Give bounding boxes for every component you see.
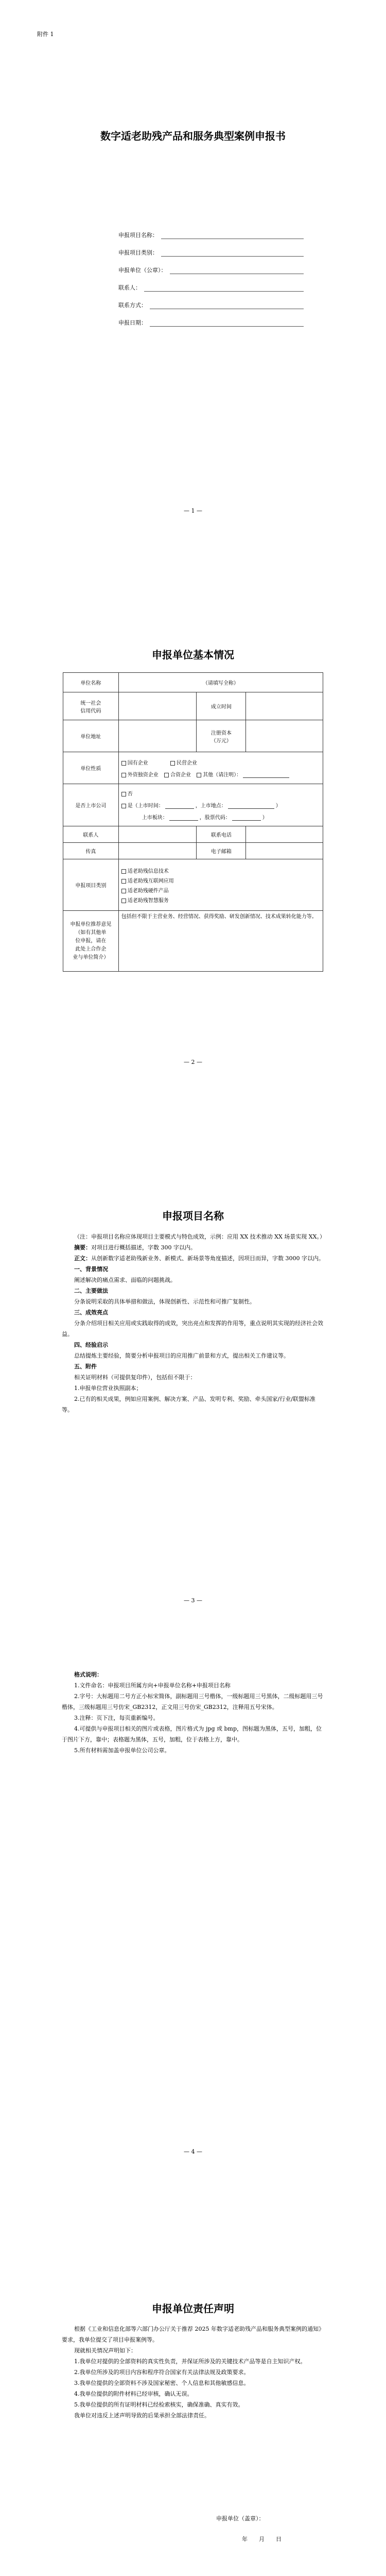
format-item: 5.所有材料需加盖申报单位公司公章。	[74, 1747, 170, 1754]
fax-value[interactable]	[118, 843, 197, 859]
format-item: 4.可提供与申报项目相关的图片或表格，图片格式为 jpg 或 bmp，图标题为黑体，五号，加粗，位于图片下方，靠中；表格题为黑体，五号，加粗，位于表格上方，靠中。	[62, 1725, 322, 1743]
section-heading: 三、成效亮点	[74, 1309, 108, 1316]
category-options	[118, 859, 323, 911]
founded-label: 成立时间	[197, 692, 246, 720]
listed-yes-checkbox[interactable]: 是（上市时间： ，上市地点： ）	[121, 801, 320, 809]
cover-field-row[interactable]: 申报项目名称：	[118, 222, 304, 239]
nature-option-checkbox[interactable]: 民营企业	[170, 760, 197, 766]
format-item: 1.文件命名：申报项目所属方向+申报单位名称+申报项目名称	[74, 1682, 231, 1689]
project-page	[0, 1092, 386, 1638]
declaration-item: 5.我单位提供的所有证明材料已经检索核实，确保准确、真实有效。	[74, 2401, 244, 2408]
category-checkbox[interactable]: 适老助残互联网应用	[121, 876, 320, 884]
email-label: 电子邮箱	[197, 843, 246, 859]
contact-value[interactable]	[118, 826, 197, 843]
nature-option-checkbox[interactable]: 外资独资企业	[121, 772, 159, 778]
address-label: 单位地址	[63, 720, 119, 752]
credit-code-value[interactable]	[118, 692, 197, 720]
unit-name-value[interactable]: （请填写全称）	[118, 673, 323, 692]
declaration-item: 3.我单位提供的全部资料不涉及国家秘密、个人信息和其他敏感信息。	[74, 2380, 250, 2386]
declaration-closing: 我单位对违反上述声明导致的后果承担全部法律责任。	[74, 2412, 210, 2419]
project-body: 正文：从创新数字适老助残新业务、新模式、新场景等角度描述，因项目而异，字数 3000 字以内。	[74, 1255, 324, 1262]
format-item: 2.字号：大标题用二号方正小标宋简体，副标题用三号楷体，一级标题用三号黑体，二级标题用三号楷体，三级标题用三号仿宋_GB2312，正文用三号仿宋_GB2312，注释用五号宋体。	[62, 1693, 323, 1710]
project-summary: 摘要：对项目进行概括描述，字数 300 字以内。	[74, 1244, 196, 1251]
declaration-item: 1.我单位对提供的全部资料的真实性负责，并保证所涉及的关键技术产品等是自主知识产权。	[74, 2358, 306, 2365]
listed-options: 否 是（上市时间： ，上市地点： ） 上市板块： ，股票代码： ）	[118, 784, 323, 826]
attachment-item: 1.申报单位营业执照副本；	[74, 1385, 142, 1392]
section-heading: 四、经验启示	[74, 1342, 108, 1348]
fax-label: 传真	[63, 843, 119, 859]
unit-name-label: 单位名称	[63, 673, 119, 692]
declaration-page	[0, 2184, 386, 2576]
declaration-content	[62, 2324, 324, 2421]
page-number: — 4 —	[184, 2148, 202, 2155]
cover-field-row[interactable]: 申报项目类别：	[118, 239, 304, 257]
contact-label: 联系人	[63, 826, 119, 843]
category-checkbox[interactable]: 适老助残硬件产品	[121, 886, 320, 894]
declaration-item: 4.我单位提供的附件材料已经审核，确认无误。	[74, 2391, 193, 2397]
section-heading: 一、背景情况	[74, 1266, 108, 1273]
format-content	[62, 1669, 324, 1756]
section-text: 阐述解决的痛点需求、面临的问题挑战。	[74, 1277, 176, 1283]
nature-option-checkbox[interactable]: 合资企业	[164, 772, 191, 778]
page-number: — 2 —	[184, 1059, 202, 1065]
category-checkbox[interactable]: 适老助残信息技术	[121, 867, 320, 874]
phone-label: 联系电话	[197, 826, 246, 843]
format-page	[0, 1597, 386, 2184]
listed-no-checkbox[interactable]: 否	[121, 789, 320, 797]
credit-code-label: 统一社会 信用代码	[63, 692, 119, 720]
category-label: 申报项目类别	[63, 859, 119, 911]
recommend-label: 申报单位推荐意见 （如有其他单 位申报，请在 此处上合作企 业与单位简介）	[63, 911, 119, 972]
declaration-intro: 根据《工业和信息化部等六部门办公厅关于推荐 2025 年数字适老助残产品和服务典型案例的通知》要求，我单位提交了项目申报案例等。	[62, 2326, 324, 2343]
declaration-promise: 现就相关情况声明如下：	[74, 2347, 136, 2354]
cover-field-row[interactable]: 申报日期：	[118, 309, 304, 327]
founded-value[interactable]	[246, 692, 323, 720]
address-value[interactable]	[118, 720, 197, 752]
capital-value[interactable]	[246, 720, 323, 752]
section-heading: 二、主要做法	[74, 1287, 108, 1294]
cover-page	[0, 0, 386, 546]
signature-label[interactable]: 申报单位（盖章）：	[216, 2515, 265, 2522]
declaration-item: 2.我单位所涉及的项目内容和程序符合国家有关法律法规及政策要求。	[74, 2369, 250, 2376]
page-number: — 1 —	[184, 507, 202, 514]
project-title: 申报项目名称	[162, 1210, 224, 1222]
attachment-label: 附件 1	[37, 31, 54, 38]
email-value[interactable]	[246, 843, 323, 859]
format-item: 3.注释：页下注，每页重新编号。	[74, 1715, 159, 1721]
section-text: 相关证明材料（可提供复印件），包括但不限于：	[74, 1374, 196, 1381]
listed-label: 是否上市公司	[63, 784, 119, 826]
nature-options	[118, 752, 323, 784]
section-text: 总结提炼主要经验，简要分析申报项目的应用推广前景和方式，提出相关工作建议等。	[74, 1352, 289, 1359]
declaration-title: 申报单位责任声明	[152, 2302, 234, 2315]
section-text: 分条介绍项目相关应用或实践取得的成效，突出亮点和发挥的作用等，重点说明其实现的经济社会效益。	[62, 1320, 323, 1337]
nature-option-checkbox[interactable]: 其他（请注明）：	[197, 772, 291, 778]
phone-value[interactable]	[246, 826, 323, 843]
nature-option-checkbox[interactable]: 国有企业	[121, 760, 148, 766]
section-heading: 五、附件	[74, 1363, 97, 1370]
category-checkbox[interactable]: 适老助残智慧服务	[121, 896, 320, 904]
basic-info-title: 申报单位基本情况	[152, 649, 234, 661]
attachment-item: 2.已有的相关成果，例如应用案例、解决方案、产品、发明专利、奖励、牵头国家/行业/联盟标准等。	[62, 1396, 315, 1413]
capital-label: 注册资本 （万元）	[197, 720, 246, 752]
recommend-text[interactable]: 包括但不限于主营业务、经营情况、获得奖励、研发创新情况、技术成果转化能力等。	[118, 911, 323, 972]
basic-info-table	[63, 672, 323, 972]
cover-field-row[interactable]: 申报单位（公章）：	[118, 257, 304, 274]
cover-title: 数字适老助残产品和服务典型案例申报书	[100, 130, 286, 142]
project-content	[62, 1231, 324, 1415]
section-text: 分条说明采取的具体举措和做法，体现创新性、示范性和可推广复制性。	[74, 1298, 255, 1305]
cover-fields	[118, 222, 304, 327]
basic-info-page	[0, 546, 386, 1092]
project-note: （注：申报项目名称应体现项目主要模式与特色成效，示例：应用 XX 技术推动 XX 场景实现 XX。）	[74, 1233, 325, 1240]
nature-label: 单位性质	[63, 752, 119, 784]
format-label: 格式说明：	[74, 1671, 102, 1678]
cover-field-row[interactable]: 联系方式：	[118, 292, 304, 309]
page-number: — 3 —	[184, 1597, 202, 1604]
cover-field-row[interactable]: 联系人：	[118, 274, 304, 292]
signature-date[interactable]: 年 月 日	[242, 2536, 282, 2543]
